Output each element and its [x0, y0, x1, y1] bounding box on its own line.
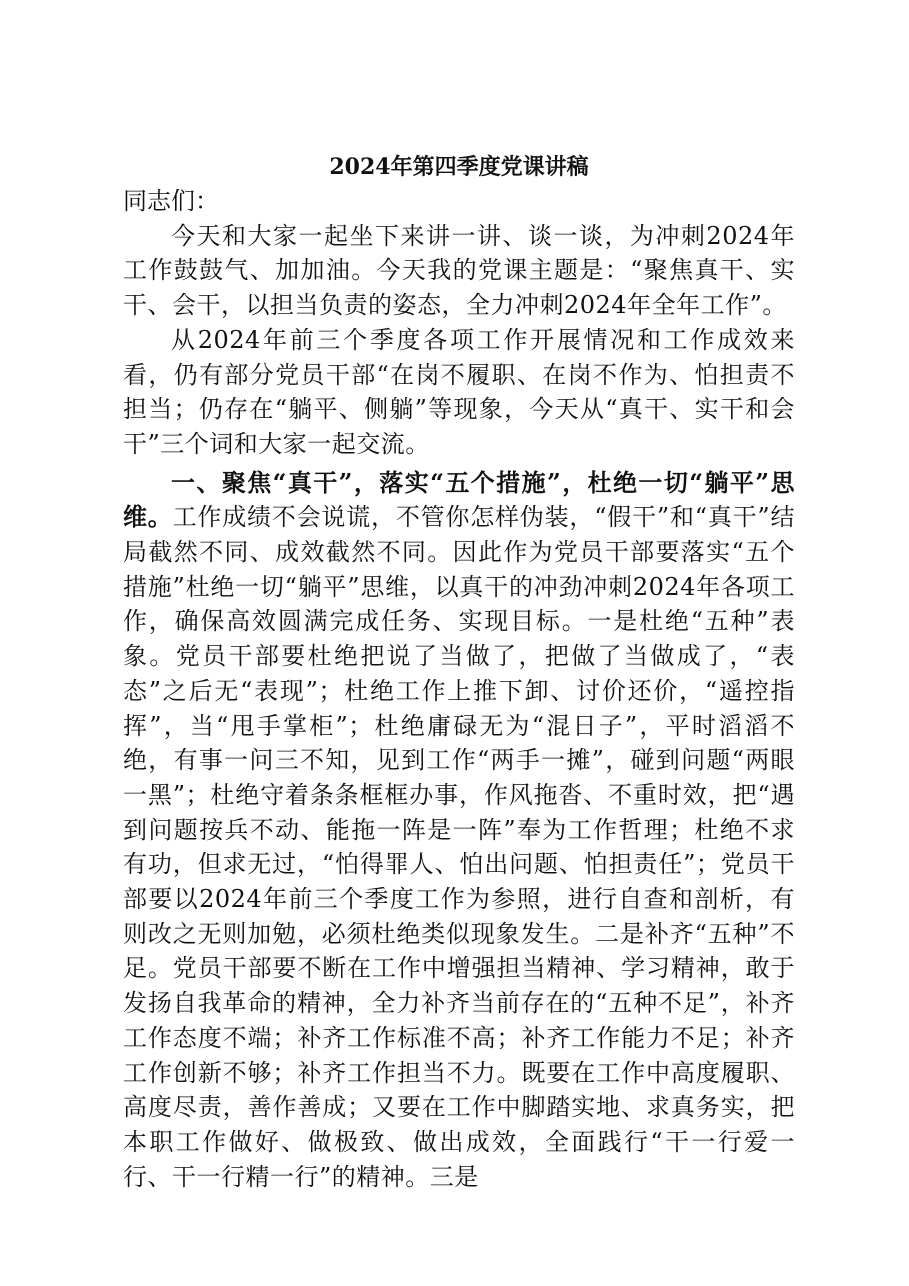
paragraph-intro: 今天和大家一起坐下来讲一讲、谈一谈，为冲刺2024年工作鼓鼓气、加加油。今天我的党课主题是：“聚焦真干、实干、会干，以担当负责的姿态，全力冲刺2024年全年工作”。: [123, 221, 795, 320]
section-1-body: 工作成绩不会说谎，不管你怎样伪装，“假干”和“真干”结局截然不同、成效截然不同。因此作为党员干部要落实“五个措施”杜绝一切“躺平”思维，以真干的冲劲冲刺2024年各项工作，确保高效圆满完成任务、实现目标。一是杜绝“五种”表象。党员干部要杜绝把说了当做了，把做了当做成了，“表态”之后无“表现”；杜绝工作上推下卸、讨价还价，“遥控指挥”，当“甩手掌柜”；杜绝庸碌无为“混日子”，平时滔滔不绝，有事一问三不知，见到工作“两手一摊”，碰到问题“两眼一黑”；杜绝守着条条框框办事，作风拖沓、不重时效，把“遇到问题按兵不动、能拖一阵是一阵”奉为工作哲理；杜绝不求有功，但求无过，“怕得罪人、怕出问题、怕担责任”；党员干部要以2024年前三个季度工作为参照，进行自查和剖析，有则改之无则加勉，必须杜绝类似现象发生。二是补齐“五种”不足。党员干部要不断在工作中增强担当精神、学习精神，敢于发扬自我革命的精神，全力补齐当前存在的“五种不足”，补齐工作态度不端；补齐工作标准不高；补齐工作能力不足；补齐工作创新不够；补齐工作担当不力。既要在工作中高度履职、高度尽责，善作善成；又要在工作中脚踏实地、求真务实，把本职工作做好、做极致、做出成效，全面践行“干一行爱一行、干一行精一行”的精神。三是: [123, 503, 796, 1191]
section-1-heading: 一、聚焦“真干”，落实“五个措施”，杜绝一切“躺平”思维。: [123, 467, 795, 532]
section-1-paragraph: [123, 466, 795, 1195]
document-title: 2024年第四季度党课讲稿: [329, 154, 589, 180]
paragraph-context: 从2024年前三个季度各项工作开展情况和工作成效来看，仍有部分党员干部“在岗不履职、在岗不作为、怕担责不担当；仍存在“躺平、侧躺”等现象，今天从“真干、实干和会干”三个词和大家一起交流。: [123, 325, 795, 458]
salutation: 同志们：: [123, 187, 219, 215]
document-body: [123, 150, 795, 1194]
